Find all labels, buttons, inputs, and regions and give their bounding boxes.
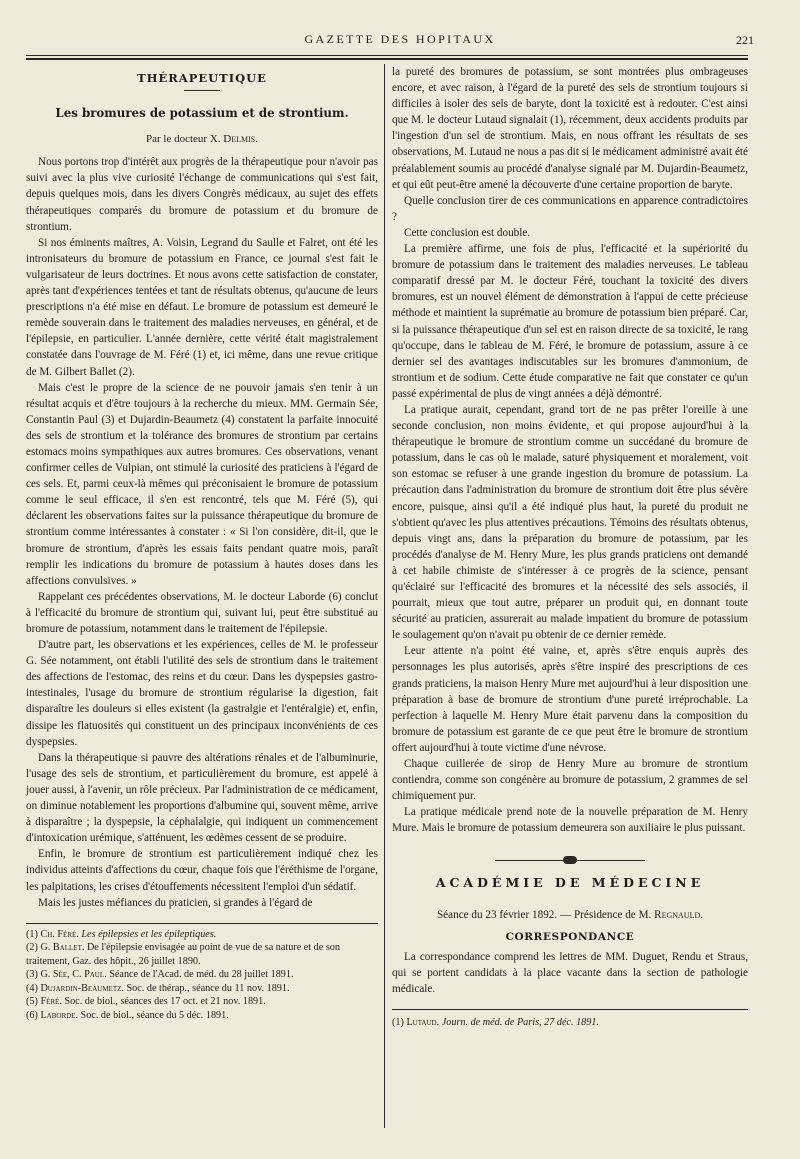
- byline-prefix: Par le docteur X.: [146, 133, 221, 146]
- footnote-text: Séance de l'Acad. de méd. du 28 juillet 1891.: [109, 969, 294, 981]
- footnote: [26, 1009, 378, 1023]
- footnote: [26, 995, 378, 1009]
- footnote-author: Féré.: [40, 996, 62, 1008]
- footnote-author: Lutaud.: [406, 1017, 440, 1029]
- paragraph: La première affirme, une fois de plus, l'efficacité et la supériorité du bromure de potassium dans le traitement des maladies nerveuses. Le tableau comparatif dressé par M. le docteur Féré, touchant la toxicité des divers bromures, est un nouvel élément de démonstration à l'appui de cette précieuse méthode et maintient la suprématie au bromure de potassium bien préparé. Car, si la puissance thérapeutique d'un sel est en raison directe de sa toxicité, le rang qu'occupe, dans le tableau de M. Féré, le bromure de potassium, assure à ce dernier sel des avantages indiscutables sur les bromures d'ammonium, de strontium et de sodium. Cette étude comparative ne fait que constater ce qu'un passé expérimental de plus de vingt années a déjà démontré.: [392, 243, 748, 400]
- academie-heading: ACADÉMIE DE MÉDECINE: [435, 874, 705, 890]
- footnotes: [26, 923, 378, 1023]
- footnote-number: (5): [26, 996, 38, 1008]
- footnote: [392, 1016, 748, 1030]
- footnote-number: (1): [26, 928, 38, 940]
- paragraph: Mais c'est le propre de la science de ne pouvoir jamais s'en tenir à un résultat acquis et d'être toujours à la recherche du mieux. MM. Germain Sée, Constantin Paul (3) et Dujardin-Beaumetz (4) constatent la parfaite innocuité des sels de strontium et la tolérance des bromures de strontium par certains estomacs moins sympathiques aux autres bromures. Ces observations, venant confirmer celles de Vulpian, ont stimulé la curiosité des praticiens à l'égard de ces sels. Et, parmi ceux-là mêmes qui préconisaient le bromure de potassium comme le seul efficace, il s'en est rencontré, tels que M. Féré (5), qui déclarent les observations faites sur la puissance thérapeutique du bromure de strontium comme intéressantes à constater : « Si l'on considère, dit-il, que le bromure de strontium, d'après les essais faits pendant quatre mois, paraît remplir les indications du bromure de potassium à hautes doses dans les affections convulsives. »: [26, 381, 378, 587]
- byline: [26, 131, 378, 147]
- footnote: [26, 968, 378, 982]
- paragraph: Rappelant ces précédentes observations, M. le docteur Laborde (6) conclut à l'efficacité du bromure de strontium qui, suivant lui, peut être substitué au bromure de potassium, notamment dans le traitement de l'épilepsie.: [26, 590, 378, 635]
- page-number: 221: [736, 33, 754, 47]
- footnote-text: Soc. de biol., séances des 17 oct. et 21 nov. 1891.: [64, 996, 266, 1008]
- section-ornament: [495, 855, 645, 865]
- footnote-text: Les épilepsies et les épileptiques.: [81, 928, 217, 940]
- paragraph: Chaque cuillerée de sirop de Henry Mure au bromure de strontium contiendra, comme son congénère au bromure de potassium, 2 grammes de sel chimiquement pur.: [392, 758, 748, 803]
- footnote-number: (1): [392, 1017, 404, 1029]
- rubric-rule: [184, 90, 220, 91]
- footnote-number: (6): [26, 1009, 38, 1021]
- paragraph: la pureté des bromures de potassium, se sont montrées plus ombrageuses encore, et avec raison, à l'égard de la pureté des sels de strontium toujours si difficiles à isoler des sels de baryte, dont la toxicité est à redouter. C'est ainsi que M. le docteur Lutaud signalait (1), récemment, deux accidents produits par l'ingestion d'un sel de strontium. Mais, en nous offrant les résultats de ses observations, M. Lutaud ne nous a pas dit si le médicament administré avait été préalablement soumis au procédé d'analyse signalé par M. Dujardin-Beaumetz, et qui eût peut-être amené la découverte d'une certaine proportion de baryte.: [392, 66, 748, 191]
- byline-author: Delmis.: [223, 133, 258, 146]
- seance-text: Séance du 23 février 1892. — Présidence de M.: [436, 908, 652, 921]
- paragraph: Leur attente n'a point été vaine, et, après s'être enquis auprès des personnages les plus autorisés, après s'être inspiré des prescriptions de ces grands praticiens, la maison Henry Mure met aujourd'hui à leur disposition une préparation à base de bromure de strontium d'une pureté irréprochable. La perfection à laquelle M. Henry Mure était parvenu dans la composition du bromure de potassium est garante de ce que peut être le bromure de strontium offert aujourd'hui à toute victime d'une névrose.: [392, 645, 748, 754]
- paragraph: Mais les justes méfiances du praticien, si grandes à l'égard de: [38, 896, 313, 909]
- right-column: [392, 64, 748, 1030]
- footnote-number: (2): [26, 942, 38, 954]
- footnote: [26, 941, 378, 968]
- footnote-text: De l'épilepsie envisagée au point de vue de sa nature et de son traitement, Gaz. des hôpit., 26 juillet 1890.: [26, 942, 340, 967]
- left-column: [26, 64, 378, 1022]
- footnotes-right: [392, 1009, 748, 1030]
- correspondance-paragraph: La correspondance comprend les lettres de MM. Duguet, Rendu et Straus, qui se portent candidats à la place vacante dans la section de pathologie médicale.: [392, 950, 748, 995]
- header-rule-top: [26, 55, 748, 56]
- footnote: [26, 982, 378, 996]
- seance-president: Regnauld.: [654, 908, 704, 921]
- paragraph: Enfin, le bromure de strontium est particulièrement indiqué chez les individus atteints d'affections du cœur, chaque fois que l'éréthisme de l'organe, les palpitations, les crises d'étouffements nécessitent l'emploi d'un sédatif.: [26, 848, 378, 893]
- section-rubric: THÉRAPEUTIQUE: [137, 71, 267, 85]
- paragraph: Nous portons trop d'intérêt aux progrès de la thérapeutique pour n'avoir pas suivi avec la plus vive curiosité l'échange de communications qui s'est fait, depuis quelques mois, dans les divers Congrès médicaux, au sujet des effets thérapeutiques comparés du bromure de potassium et du bromure de strontium.: [26, 156, 378, 233]
- paragraph: La pratique aurait, cependant, grand tort de ne pas prêter l'oreille à une seconde conclusion, non moins évidente, et qui propose aujourd'hui à la thérapeutique le bromure de strontium comme un succédané du bromure de potassium, dans le cas où le malade, saturé physiquement et moralement, voit son estomac se refuser à une grande ingestion du bromure de potassium. La précaution dans l'administration du bromure de strontium doit être plus sévère encore, puisque, ainsi qu'il a été indiqué plus haut, la pureté du produit ne s'obtient qu'avec les plus attentives précautions. Témoins des résultats obtenus, depuis vingt ans, dans la préparation du bromure de potassium, par les procédés d'analyse de M. Henry Mure, les plus grands praticiens ont demandé à cet habile chimiste de s'intéresser à ce progrès de la science, pensant qu'éclairé sur l'efficacité des bromures et la nécessité des sels associés, il pourrait, mieux que tout autre, préparer un produit qui, en donnant toute sécurité au praticien, assurerait au malade impatient du bromure de potassium le soulagement qu'on n'avait pu obtenir de ce dernier remède.: [392, 403, 748, 642]
- footnote-text: Soc. de biol., séance du 5 déc. 1891.: [80, 1009, 229, 1021]
- paragraph: La pratique médicale prend note de la nouvelle préparation de M. Henry Mure. Mais le bromure de potassium demeurera son auxiliaire le plus puissant.: [392, 806, 748, 835]
- footnote-author: Dujardin-Beaumetz.: [40, 982, 124, 994]
- footnote-number: (4): [26, 982, 38, 994]
- footnote-author: Laborde.: [40, 1009, 78, 1021]
- footnote-number: (3): [26, 969, 38, 981]
- footnote-author: G. Ballet.: [40, 942, 85, 954]
- paragraph: D'autre part, les observations et les expériences, celles de M. le professeur G. Sée notamment, ont établi l'utilité des sels de strontium dans le traitement des affections de l'estomac, des reins et du cœur. Dans les dyspepsies gastro-intestinales, l'usage du bromure de strontium régularise la digestion, fait disparaître les douleurs si elles existent (la gastralgie et l'entéralgie) et, enfin, dissipe les flatuosités qui constituent un des principaux inconvénients de ces dyspepsies.: [26, 639, 378, 748]
- paragraph: Si nos éminents maîtres, A. Voisin, Legrand du Saulle et Falret, ont été les intronisateurs du bromure de potassium en France, ce journal s'est fait le vulgarisateur de leurs doctrines. Et nous avons cette satisfaction de constater, après tant d'expériences tentées et tant de résultats obtenus, qu'aucune de leurs prescriptions n'a été mise en défaut. Le bromure de potassium est demeuré le remède souverain dans le traitement des maladies nerveuses, en général, et de l'épilepsie, en particulier. L'année dernière, cette vérité était magistralement constatée dans l'ouvrage de M. Féré (1) et, ici même, dans une revue critique de M. Gilbert Ballet (2).: [26, 236, 378, 378]
- paragraph: Quelle conclusion tirer de ces communications en apparence contradictoires ?: [392, 194, 748, 223]
- ornament-center: [563, 856, 577, 864]
- header-rule-bottom: [26, 58, 748, 60]
- footnote-text: Soc. de thérap., séance du 11 nov. 1891.: [126, 982, 290, 994]
- footnote: [26, 928, 378, 942]
- footnote-author: G. Sée, C. Paul.: [40, 969, 107, 981]
- column-divider: [384, 64, 385, 1128]
- running-header: GAZETTE DES HOPITAUX: [304, 32, 496, 46]
- footnote-author: Ch. Féré.: [40, 928, 79, 940]
- article-title: Les bromures de potassium et de strontium.: [55, 106, 349, 121]
- seance-line: [392, 907, 748, 923]
- paragraph: Cette conclusion est double.: [404, 226, 531, 239]
- correspondance-heading: CORRESPONDANCE: [505, 930, 635, 943]
- footnote-text: Journ. de méd. de Paris, 27 déc. 1891.: [441, 1017, 600, 1029]
- paragraph: Dans la thérapeutique si pauvre des altérations rénales et de l'albuminurie, l'usage des sels de strontium, et particulièrement du bromure, est appelé à jouer aussi, à l'avenir, un rôle précieux. Par l'administration de ce médicament, on diminue notablement les proportions d'albumine qui, souvent même, arrive à disparaître ; la dyspepsie, la céphalalgie, qui indiquent un commencement d'intoxication urémique, s'atténuent, les œdèmes cessent de se produire.: [26, 751, 378, 845]
